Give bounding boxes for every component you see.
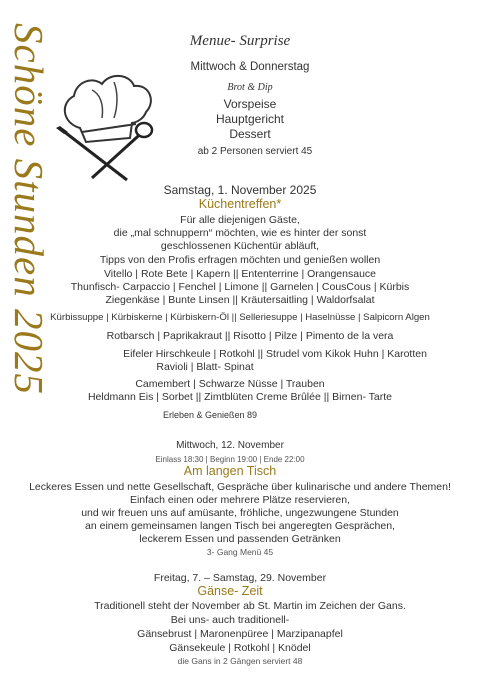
section3-title: Gänse- Zeit [197, 584, 263, 598]
section1-menu-9: Heldmann Eis | Sorbet || Zimtblüten Creme Brûlée || Birnen- Tarte [87, 391, 393, 403]
section2-title: Am langen Tisch [183, 464, 277, 478]
section1-menu-7: Ravioli | Blatt- Spinat [156, 361, 254, 373]
section1-menu-1: Vitello | Rote Bete | Kapern || Ententerrine | Orangensauce [103, 268, 377, 280]
section2-text-5: leckerem Essen und passenden Getränken [139, 533, 341, 545]
course-3: Dessert [229, 127, 271, 141]
section1-title: Küchentreffen* [198, 197, 282, 211]
section1-intro-4: Tipps von den Profis erfragen möchten und genießen wollen [99, 254, 381, 266]
section3-text-2: Bei uns- auch traditionell- [170, 614, 290, 626]
section2-text-4: an einem gemeinsamen langen Tisch bei angeregten Gesprächen, [85, 520, 395, 532]
section1-intro-3: geschlossenen Küchentür abläuft, [160, 240, 320, 252]
chef-hat-logo-icon [52, 68, 162, 183]
section1-menu-4: Kürbissuppe | Kürbiskerne | Kürbiskern-Öl || Selleriesuppe | Haselnüsse | Salpicorn Algen [50, 312, 430, 323]
section3-text-3: Gänsebrust | Maronenpüree | Marzipanapfel [137, 628, 343, 640]
section1-intro-1: Für alle diejenigen Gäste, [180, 214, 300, 226]
menu-days: Mittwoch & Donnerstag [190, 61, 310, 73]
section1-date: Samstag, 1. November 2025 [163, 183, 317, 197]
section1-menu-5: Rotbarsch | Paprikakraut || Risotto | Pilze | Pimento de la vera [106, 330, 394, 342]
section3-text-1: Traditionell steht der November ab St. Martin im Zeichen der Gans. [94, 600, 406, 612]
section1-intro-2: die „mal schnuppern“ möchten, wie es hinter der sonst [113, 227, 367, 239]
section2-date: Mittwoch, 12. November [176, 440, 284, 451]
menu-title: Menue- Surprise [189, 33, 291, 49]
section2-text-2: Einfach einen oder mehrere Plätze reservieren, [129, 494, 351, 506]
section2-times: Einlass 18:30 | Beginn 19:00 | Ende 22:00 [155, 455, 305, 464]
section1-price: Erleben & Genießen 89 [162, 410, 258, 420]
section3-price: die Gans in 2 Gängen serviert 48 [177, 656, 303, 666]
section3-date: Freitag, 7. – Samstag, 29. November [153, 572, 327, 584]
course-2: Hauptgericht [215, 112, 285, 126]
section1-menu-3: Ziegenkäse | Bunte Linsen || Kräutersaitling | Waldorfsalat [105, 294, 375, 306]
course-1: Vorspeise [223, 97, 277, 111]
section1-menu-6: Eifeler Hirschkeule | Rotkohl || Strudel vom Kikok Huhn | Karotten [123, 348, 427, 360]
section3-text-4: Gänsekeule | Rotkohl | Knödel [169, 642, 311, 654]
bread-dip: Brot & Dip [227, 82, 273, 93]
section1-menu-2: Thunfisch- Carpaccio | Fenchel | Limone || Garnelen | CousCous | Kürbis [70, 281, 410, 293]
side-title-text: Schöne Stunden 2025 [6, 23, 52, 395]
section2-text-1: Leckeres Essen und nette Gesellschaft, Gespräche über kulinarische und andere Themen! [29, 481, 451, 493]
menu-price: ab 2 Personen serviert 45 [197, 146, 313, 157]
section2-text-3: und wir freuen uns auf amüsante, fröhliche, ungezwungene Stunden [81, 507, 399, 519]
section1-menu-8: Camembert | Schwarze Nüsse | Trauben [135, 378, 325, 390]
section2-price: 3- Gang Menü 45 [206, 547, 274, 557]
